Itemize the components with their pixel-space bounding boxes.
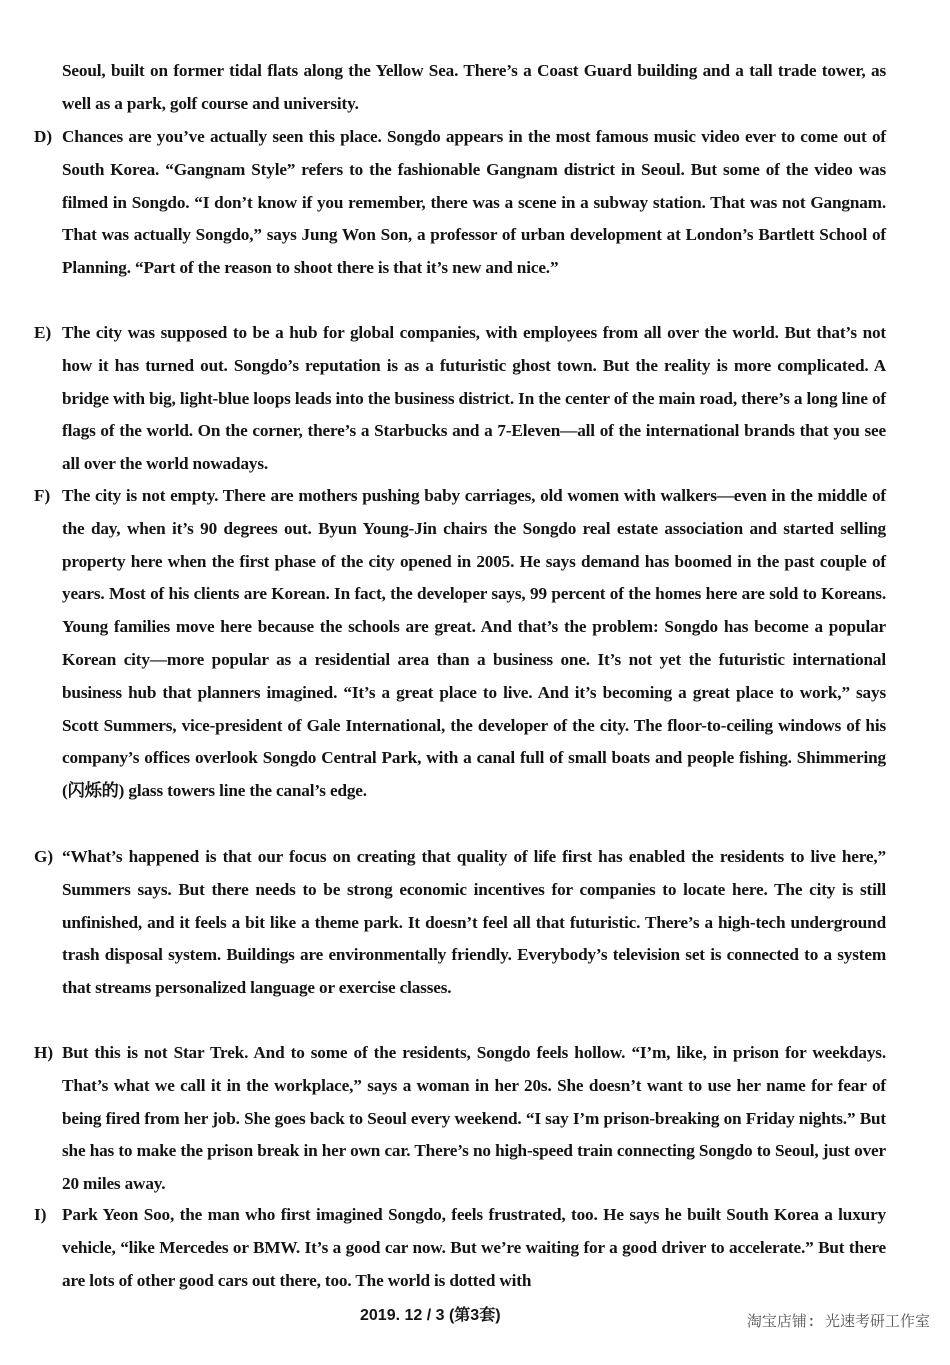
paragraph-f xyxy=(34,480,886,808)
paragraph-text: “What’s happened is that our focus on creating that quality of life first has enabled the residents to live here,” Summers says. But there needs to be strong economic incentives for companies to locate here. The city is still unfinished, and it feels a bit like a theme park. It doesn’t feel all that futuristic. There’s a high-tech underground trash disposal system. Buildings are environmentally friendly. Everybody’s television set is connected to a system that streams personalized language or exercise classes. xyxy=(62,847,886,998)
paragraph-text: Chances are you’ve actually seen this place. Songdo appears in the most famous music video ever to come out of South Korea. “Gangnam Style” refers to the fashionable Gangnam district in Seoul. But some of the video was filmed in Songdo. “I don’t know if you remember, there was a scene in a subway station. That was not Gangnam. That was actually Songdo,” says Jung Won Son, a professor of urban development at London’s Bartlett School of Planning. “Part of the reason to shoot there is that it’s new and nice.” xyxy=(62,127,886,278)
paragraph-letter: F) xyxy=(34,486,51,505)
paragraph-text: But this is not Star Trek. And to some of the residents, Songdo feels hollow. “I’m, like, in prison for weekdays. That’s what we call it in the workplace,” says a woman in her 20s. She doesn’t want to use her name for fear of being fired from her job. She goes back to Seoul every weekend. “I say I’m prison-breaking on Friday nights.” But she has to make the prison break in her own car. There’s no high-speed train connecting Songdo to Seoul, just over 20 miles away. xyxy=(62,1043,886,1194)
paragraph-text: Seoul, built on former tidal flats along the Yellow Sea. There’s a Coast Guard building and a tall trade tower, as well as a park, golf course and university. xyxy=(62,61,886,113)
paragraph-letter: I) xyxy=(34,1205,47,1224)
paragraph-letter: G) xyxy=(34,847,54,866)
shop-watermark: 淘宝店铺: 光速考研工作室 xyxy=(746,1312,930,1330)
paragraph-d xyxy=(34,121,886,285)
page-footer: 2019. 12 / 3 (第3套) xyxy=(360,1307,501,1324)
paragraph-text: Park Yeon Soo, the man who first imagined Songdo, feels frustrated, too. He says he built South Korea a luxury vehicle, “like Mercedes or BMW. It’s a good car now. But we’re waiting for a good driver to accelerate.” But there are lots of other good cars out there, too. The world is dotted with xyxy=(62,1205,886,1290)
paragraph-h xyxy=(34,1037,886,1201)
paragraph-g xyxy=(34,841,886,1005)
paragraph-letter: E) xyxy=(34,323,52,342)
paragraph-continued xyxy=(34,55,886,121)
paragraph-text: The city is not empty. There are mothers pushing baby carriages, old women with walkers—even in the middle of the day, when it’s 90 degrees out. Byun Young-Jin chairs the Songdo real estate association and started selling property here when the first phase of the city opened in 2005. He says demand has boomed in the past couple of years. Most of his clients are Korean. In fact, the developer says, 99 percent of the homes here are sold to Koreans. Young families move here because the schools are great. And that’s the problem: Songdo has become a popular Korean city—more popular as a residential area than a business one. It’s not yet the futuristic international business hub that planners imagined. “It’s a great place to live. And it’s becoming a great place to work,” says Scott Summers, vice-president of Gale International, the developer of the city. The floor-to-ceiling windows of his company’s offices overlook Songdo Central Park, with a canal full of small boats and people fishing. Shimmering (闪烁的) glass towers line the canal’s edge. xyxy=(62,486,886,801)
paragraph-letter: D) xyxy=(34,127,53,146)
paragraph-e xyxy=(34,317,886,481)
paragraph-i xyxy=(34,1199,886,1297)
paragraph-letter: H) xyxy=(34,1043,54,1062)
paragraph-text: The city was supposed to be a hub for global companies, with employees from all over the world. But that’s not how it has turned out. Songdo’s reputation is as a futuristic ghost town. But the reality is more complicated. A bridge with big, light-blue loops leads into the business district. In the center of the main road, there’s a long line of flags of the world. On the corner, there’s a Starbucks and a 7-Eleven—all of the international brands that you see all over the world nowadays. xyxy=(62,323,886,474)
